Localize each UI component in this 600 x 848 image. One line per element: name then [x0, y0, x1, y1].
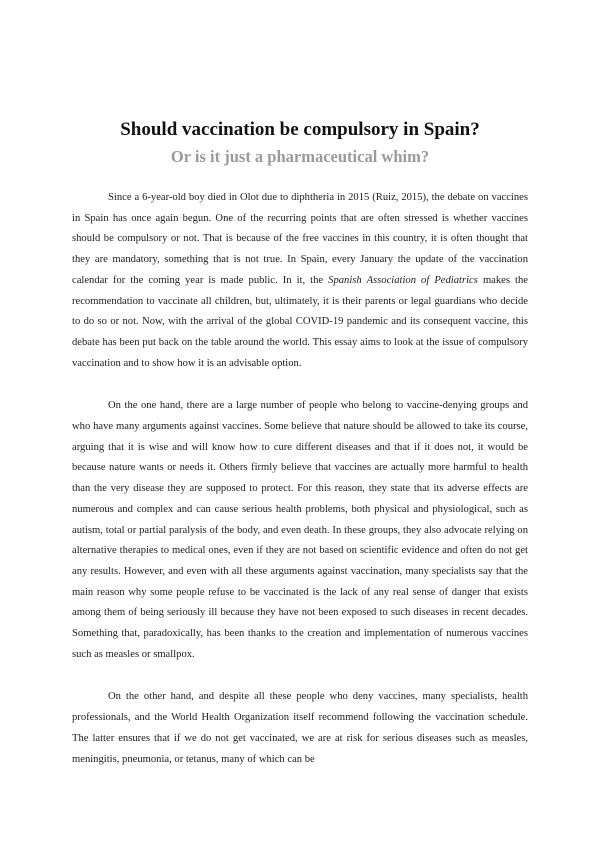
paragraph-1-text-end: makes the recommendation to vaccinate all children, but, ultimately, it is their parents or legal guardians who decide to do so or not. Now, with the arrival of the global COVID-19 pandemic and its consequent vaccine, this debate has been put back on the table around the world. This essay aims to look at the issue of compulsory vaccination and to show how it is an advisable option. — [72, 274, 528, 369]
italic-organization-name: Spanish Association of Pediatrics — [328, 274, 478, 286]
document-body — [72, 188, 528, 770]
paragraph-3: On the other hand, and despite all these people who deny vaccines, many specialists, health professionals, and the World Health Organization itself recommend following the vaccination schedule. The latter ensures that if we do not get vaccinated, we are at risk for serious diseases such as measles, meningitis, pneumonia, or tetanus, many of which can be — [72, 691, 528, 765]
paragraph-2: On the one hand, there are a large number of people who belong to vaccine-denying groups and who have many arguments against vaccines. Some believe that nature should be allowed to take its course, arguing that it is wise and will know how to cure different diseases and that if it does not, it would be because nature wants or needs it. Others firmly believe that vaccines are actually more harmful to health than the very disease they are supposed to protect. For this reason, they state that its adverse effects are numerous and complex and can cause serious health problems, both physical and physiological, such as autism, total or partial paralysis of the body, and even death. In these groups, they also advocate relying on alternative therapies to medical ones, even if they are not based on scientific evidence and often do not get any results. However, and even with all these arguments against vaccination, many specialists say that the main reason why some people refuse to be vaccinated is the lack of any real sense of danger that exists among them of being seriously ill because they have not been exposed to such diseases in recent decades. Something that, paradoxically, has been thanks to the creation and implementation of numerous vaccines such as measles or smallpox. — [72, 400, 528, 660]
document-page — [72, 118, 528, 792]
paragraph-1-text-start: Since a 6-year-old boy died in Olot due to diphtheria in 2015 (Ruiz, 2015), the debate on vaccines in Spain has once again begun. One of the recurring points that are often stressed is whether vaccines should be compulsory or not. That is because of the free vaccines in this country, it is often thought that they are mandatory, something that is not true. In Spain, every January the update of the vaccination calendar for the coming year is made public. In it, the — [72, 192, 528, 286]
paragraph-1 — [72, 188, 528, 374]
document-subtitle: Or is it just a pharmaceutical whim? — [170, 147, 430, 166]
document-title: Should vaccination be compulsory in Spain? — [120, 119, 480, 140]
